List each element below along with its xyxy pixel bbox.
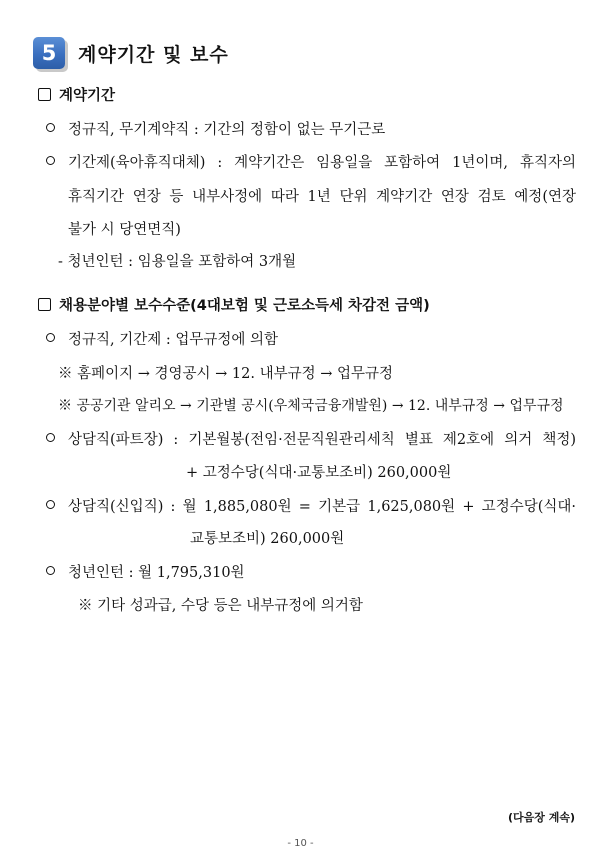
page-number: - 10 - bbox=[287, 838, 314, 849]
pay-bullet-3-line-1: 상담직(신입직) : 월 1,885,080원 = 기본급 1,625,080원 + 고정수당(식대· bbox=[68, 499, 576, 515]
contract-bullet-2-line-2: 휴직기간 연장 등 내부사정에 따라 1년 단위 계약기간 연장 검토 예정(연장 bbox=[68, 189, 576, 205]
pay-bullet-4-text: 청년인턴 : 월 1,795,310원 bbox=[68, 565, 245, 581]
pay-bullet-1-text: 정규직, 기간제 : 업무규정에 의함 bbox=[68, 332, 279, 348]
circle-bullet-icon bbox=[46, 333, 55, 342]
pay-bullet-4 bbox=[46, 563, 55, 583]
pay-bullet-3-line-2: 교통보조비) 260,000원 bbox=[190, 531, 345, 547]
contract-bullet-2-line-3: 불가 시 당연면직) bbox=[68, 222, 181, 238]
pay-bullet-3 bbox=[46, 497, 55, 517]
circle-bullet-icon bbox=[46, 500, 55, 509]
pay-heading bbox=[38, 296, 430, 316]
pay-note-1: ※ 홈페이지 → 경영공시 → 12. 내부규정 → 업무규정 bbox=[58, 366, 393, 382]
contract-bullet-2-line-1: 기간제(육아휴직대체) : 계약기간은 임용일을 포함하여 1년이며, 휴직자의 bbox=[68, 155, 576, 171]
circle-bullet-icon bbox=[46, 433, 55, 442]
circle-bullet-icon bbox=[46, 156, 55, 165]
pay-bullet-2-line-1: 상담직(파트장) : 기본월봉(전임·전문직원관리세칙 별표 제2호에 의거 책정) bbox=[68, 432, 576, 448]
contract-bullet-1-text: 정규직, 무기계약직 : 기간의 정함이 없는 무기근로 bbox=[68, 122, 386, 138]
circle-bullet-icon bbox=[46, 566, 55, 575]
pay-note-2: ※ 공공기관 알리오 → 기관별 공시(우체국금융개발원) → 12. 내부규정 → 업무규정 bbox=[58, 398, 564, 414]
pay-bullet-1 bbox=[46, 330, 55, 350]
circle-bullet-icon bbox=[46, 123, 55, 132]
pay-heading-text: 채용분야별 보수수준(4대보험 및 근로소득세 차감전 금액) bbox=[59, 298, 430, 314]
contract-heading bbox=[38, 86, 115, 106]
contract-bullet-1 bbox=[46, 120, 55, 140]
contract-heading-text: 계약기간 bbox=[59, 88, 116, 104]
continued-note: (다음장 계속) bbox=[507, 811, 575, 824]
pay-bullet-2 bbox=[46, 430, 55, 450]
section-number-badge: 5 bbox=[33, 37, 65, 69]
contract-bullet-2 bbox=[46, 153, 55, 173]
checkbox-square-icon bbox=[38, 298, 51, 311]
section-title: 계약기간 및 보수 bbox=[78, 44, 229, 66]
checkbox-square-icon bbox=[38, 88, 51, 101]
pay-note-3: ※ 기타 성과급, 수당 등은 내부규정에 의거함 bbox=[78, 598, 363, 614]
pay-bullet-2-line-2: + 고정수당(식대·교통보조비) 260,000원 bbox=[186, 465, 452, 481]
contract-dash-item: - 청년인턴 : 임용일을 포함하여 3개월 bbox=[58, 254, 297, 270]
